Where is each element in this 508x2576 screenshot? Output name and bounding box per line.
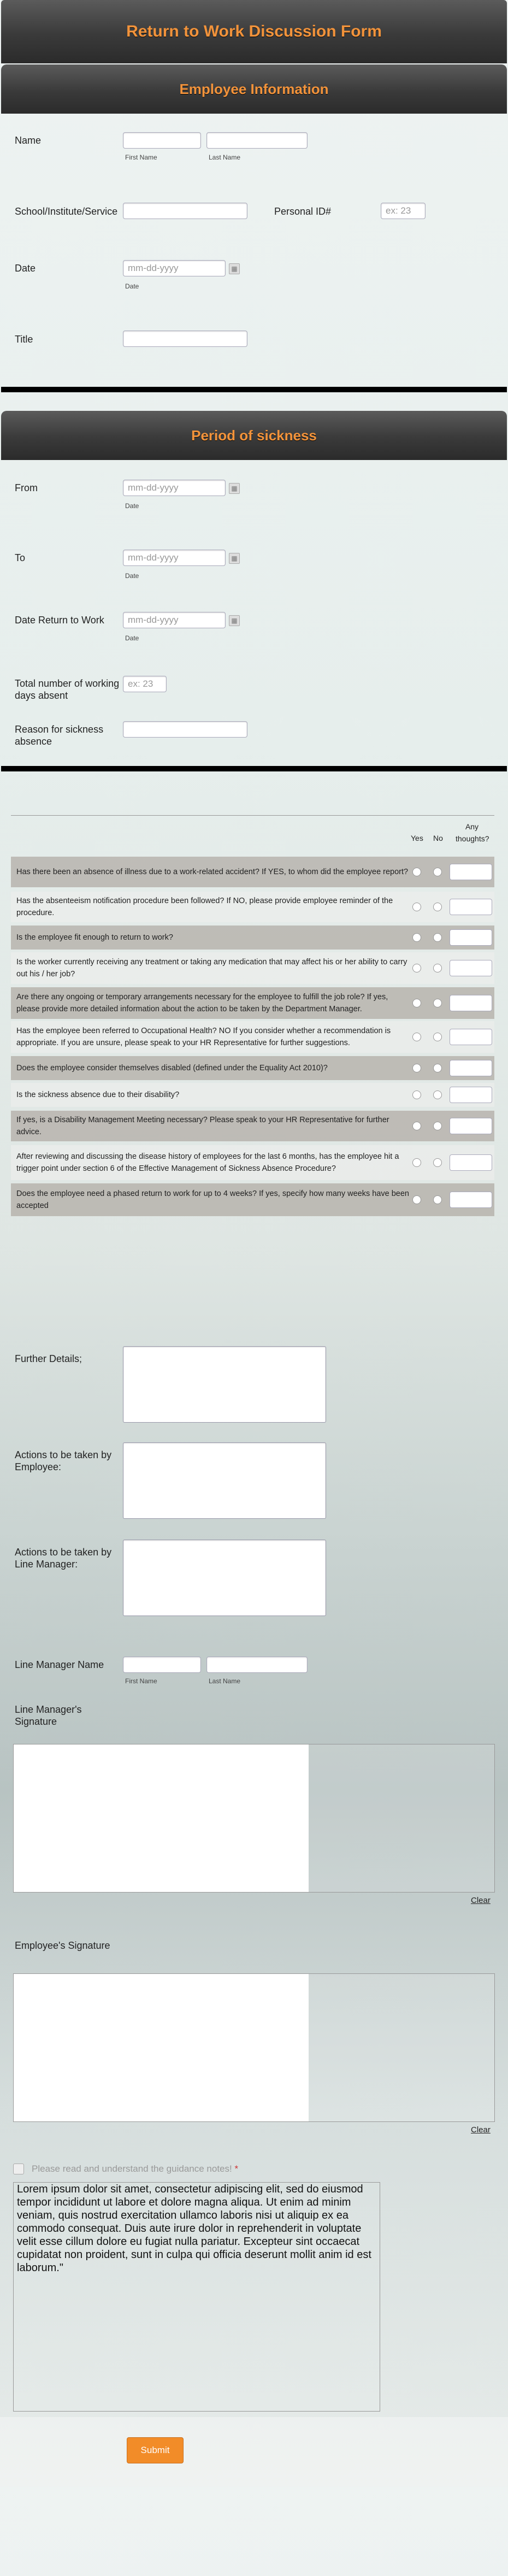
thoughts-input[interactable] [450,1154,492,1171]
thoughts-input[interactable] [450,1029,492,1045]
days-absent-input[interactable]: ex: 23 [123,676,167,692]
date-input[interactable]: mm-dd-yyyy [123,260,226,276]
from-label: From [15,482,38,493]
employee-signature-box[interactable] [13,1973,495,2122]
to-label: To [15,552,26,563]
no-radio[interactable] [433,1122,442,1130]
return-date-label: Date Return to Work [15,615,104,626]
manager-actions-textarea[interactable] [123,1540,326,1616]
question-row [11,1145,494,1180]
title-label: Title [15,334,33,345]
question-row [11,1111,494,1141]
personal-id-input[interactable]: ex: 23 [381,203,426,219]
question-text: Has the absenteeism notification procedure been followed? If NO, please provide employee reminder of the procedure. [16,897,393,917]
question-text: Is the sickness absence due to their disability? [16,1090,180,1099]
guidance-checkbox-text: Please read and understand the guidance notes! [32,2164,232,2174]
no-header: No [433,834,443,842]
personal-id-label: Personal ID# [274,206,332,217]
submit-button[interactable]: Submit [127,2437,184,2463]
manager-actions-label: Actions to be taken by Line Manager: [15,1547,112,1570]
manager-signature-pad[interactable] [14,1744,309,1892]
thoughts-input[interactable] [450,1087,492,1103]
first-name-sublabel: First Name [125,154,157,161]
yes-radio[interactable] [412,1033,421,1041]
no-radio[interactable] [433,964,442,972]
first-name-input[interactable] [123,132,201,149]
thoughts-input[interactable] [450,995,492,1011]
no-radio[interactable] [433,1195,442,1204]
date-sublabel: Date [125,502,139,510]
yes-radio[interactable] [412,1122,421,1130]
manager-first-name-input[interactable] [123,1657,201,1673]
thoughts-input[interactable] [450,929,492,946]
first-name-sublabel: First Name [125,1677,157,1685]
section-divider [1,766,507,771]
section-period-of-sickness [1,411,507,460]
thoughts-input[interactable] [450,1118,492,1134]
yes-radio[interactable] [412,1195,421,1204]
calendar-icon[interactable]: ▦ [229,263,240,274]
yes-header: Yes [411,834,423,842]
school-label: School/Institute/Service [15,206,118,217]
manager-signature-box[interactable] [13,1744,495,1893]
no-radio[interactable] [433,1033,442,1041]
employee-info-body [0,114,508,387]
submit-section [0,2279,508,2486]
questions-top-rule [11,815,494,816]
yes-radio[interactable] [412,964,421,972]
date-sublabel: Date [125,572,139,580]
thoughts-input[interactable] [450,864,492,880]
signatures-section [0,1689,508,2279]
no-radio[interactable] [433,903,442,911]
date-label: Date [15,263,36,274]
form-title: Return to Work Discussion Form [126,22,382,40]
period-body [0,460,508,766]
last-name-input[interactable] [206,132,308,149]
thoughts-input[interactable] [450,1192,492,1208]
manager-name-label: Line Manager Name [15,1659,104,1670]
question-text: After reviewing and discussing the disease history of employees for the last 6 months, has the employee hit a trigger point under section 6 of the Effective Management of Sickness Absence Procedure? [16,1152,399,1173]
thoughts-input[interactable] [450,899,492,915]
question-text: Does the employee need a phased return to work for up to 4 weeks? If yes, specify how many weeks have been accepted [16,1189,409,1210]
question-row [11,1183,494,1216]
no-radio[interactable] [433,999,442,1007]
guidance-checkbox-label [32,2164,238,2174]
manager-signature-clear[interactable]: Clear [471,1896,491,1905]
question-row [11,1056,494,1080]
to-date-input[interactable]: mm-dd-yyyy [123,550,226,566]
calendar-icon[interactable]: ▦ [229,483,240,494]
school-input[interactable] [123,203,247,219]
section-employee-info [1,64,507,114]
title-input[interactable] [123,331,247,347]
required-marker: * [234,2164,239,2174]
no-radio[interactable] [433,1064,442,1072]
question-row [11,987,494,1019]
question-row [11,892,494,922]
questions-section [0,771,508,1318]
manager-last-name-input[interactable] [206,1657,308,1673]
yes-radio[interactable] [412,933,421,942]
further-details-textarea[interactable] [123,1346,326,1423]
thoughts-input[interactable] [450,960,492,976]
last-name-sublabel: Last Name [209,1677,241,1685]
no-radio[interactable] [433,1158,442,1167]
form-header [1,0,507,63]
question-text: Has the employee been referred to Occupational Health? NO If you consider whether a recommendation is appropriate. If you are unsure, please speak to your HR Representative for further suggestions. [16,1027,391,1047]
guidance-checkbox[interactable] [13,2164,24,2174]
question-row [11,857,494,887]
further-details-label: Further Details; [15,1353,82,1364]
reason-input[interactable] [123,721,247,738]
guidance-text: Lorem ipsum dolor sit amet, consectetur adipiscing elit, sed do eiusmod tempor incididunt ut labore et dolore magna aliqua. Ut enim ad minim veniam, quis nostrud exercitation ullamco laboris nisi ut aliquip ex ea commodo consequat. Duis aute irure dolor in reprehenderit in voluptate velit esse cillum dolore eu fugiat nulla pariatur. Excepteur sint occaecat cupidatat non proident, sunt in culpa qui officia deserunt mollit anim id est laborum." [17,2183,371,2274]
question-row [11,952,494,984]
reason-label: Reason for sickness absence [15,724,104,747]
section-heading: Employee Information [179,80,329,97]
section-divider [1,387,507,392]
question-text: Are there any ongoing or temporary arrangements necessary for the employee to fulfill the job role? If yes, please provide more detailed information about the action to be taken by the Department Manager. [16,993,388,1013]
days-absent-label: Total number of working days absent [15,678,120,701]
question-text: Has there been an absence of illness due to a work-related accident? If YES, to whom did the employee report? [16,868,409,876]
details-section [0,1318,508,1689]
name-label: Name [15,135,42,146]
date-sublabel: Date [125,634,139,642]
employee-signature-pad[interactable] [14,1974,309,2121]
question-text: Is the employee fit enough to return to work? [16,933,173,942]
question-row [11,1083,494,1107]
calendar-icon[interactable]: ▦ [229,553,240,564]
return-date-input[interactable]: mm-dd-yyyy [123,612,226,628]
manager-signature-label: Line Manager's Signature [15,1704,82,1727]
yes-radio[interactable] [412,903,421,911]
section-heading: Period of sickness [191,427,317,444]
date-sublabel: Date [125,282,139,290]
question-text: Is the worker currently receiving any treatment or taking any medication that may affect his or her ability to carry out his / her job? [16,958,407,978]
from-date-input[interactable]: mm-dd-yyyy [123,480,226,496]
employee-actions-label: Actions to be taken by Employee: [15,1449,112,1472]
last-name-sublabel: Last Name [209,154,241,161]
employee-signature-clear[interactable]: Clear [471,2125,491,2135]
employee-actions-textarea[interactable] [123,1442,326,1519]
yes-radio[interactable] [412,1158,421,1167]
question-text: If yes, is a Disability Management Meeting necessary? Please speak to your HR Representative for further advice. [16,1116,389,1136]
thoughts-header: Any thoughts? [456,822,489,843]
no-radio[interactable] [433,933,442,942]
question-text: Does the employee consider themselves disabled (defined under the Equality Act 2010)? [16,1064,328,1072]
yes-radio[interactable] [412,1064,421,1072]
submit-bar [0,2417,508,2486]
calendar-icon[interactable]: ▦ [229,615,240,626]
thoughts-input[interactable] [450,1060,492,1076]
employee-signature-label: Employee's Signature [15,1940,110,1951]
question-row [11,1021,494,1053]
yes-radio[interactable] [412,1090,421,1099]
question-row [11,926,494,950]
yes-radio[interactable] [412,999,421,1007]
yes-radio[interactable] [412,868,421,876]
no-radio[interactable] [433,1090,442,1099]
no-radio[interactable] [433,868,442,876]
